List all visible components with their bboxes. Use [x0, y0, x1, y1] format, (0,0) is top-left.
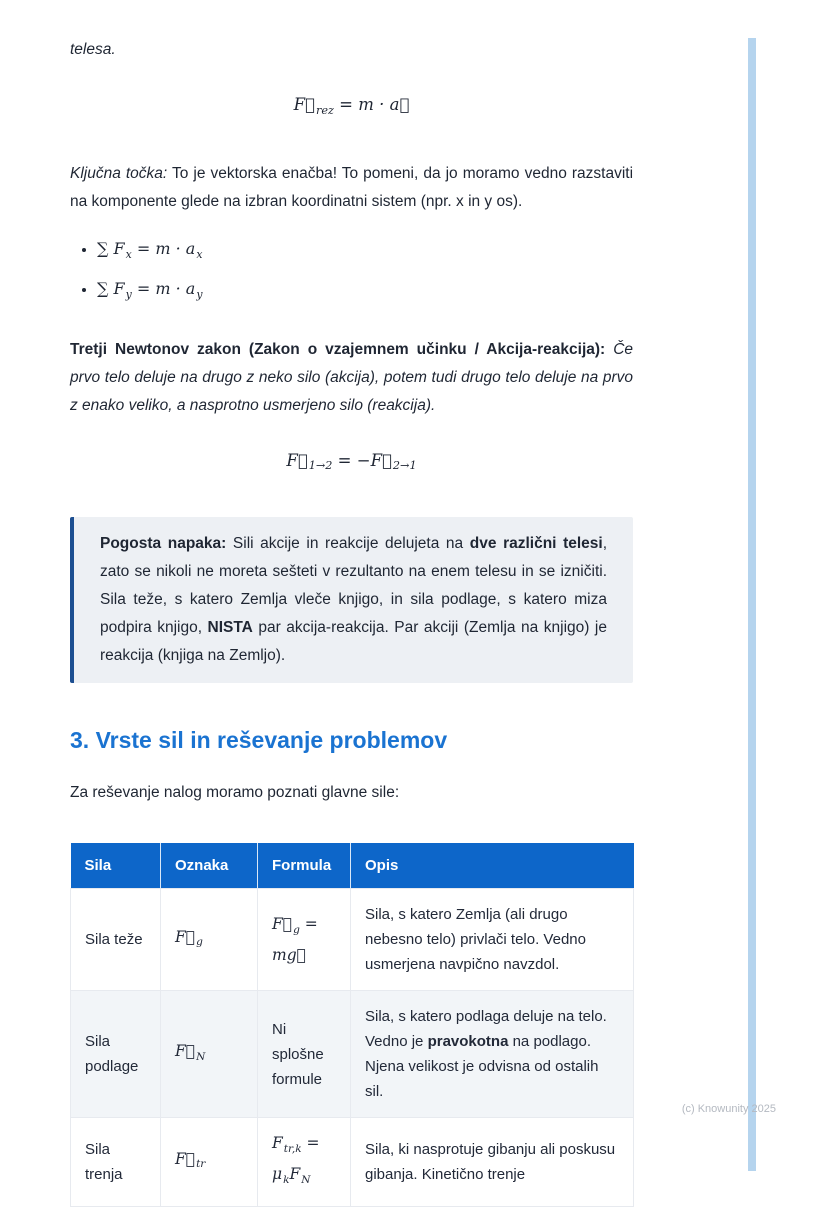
formula-action-reaction: $F⃗_{1\to 2}$ = $-F⃗_{2\to 1}$	[286, 450, 417, 473]
list-item-component-x	[97, 234, 633, 270]
formula-sum-fx: ∑ $F_x = m \cdot a_x$	[97, 238, 203, 261]
callout-text: Pogosta napaka: Sili akcije in reakcije delujeta na dve različni telesi, zato se nikoli ne moreta sešteti v rezultanto na enem telesu in se izničiti. Sila teže, s katero Zemlja vleče knjigo, in sila podlage, s katero miza podpira knjigo, NISTA par akcija-reakcija. Par akciji (Zemlja na knjigo) je reakcija (knjiga na Zemljo).	[100, 535, 608, 665]
cell-formula	[258, 991, 351, 1118]
table-header-opis: Opis	[351, 843, 634, 889]
forces-table	[70, 843, 634, 1206]
formula-net-force: $F⃗_{rez} = m$ · a⃗	[293, 95, 410, 117]
table-row-sila-podlage	[71, 991, 634, 1118]
cell-opis: Sila, s katero podlaga deluje na telo. Vedno je pravokotna na podlago. Njena velikost je odvisna od ostalih sil.	[351, 991, 634, 1118]
cell-opis: Sila, ki nasprotuje gibanju ali poskusu gibanja. Kinetično trenje	[351, 1118, 634, 1206]
cell-opis: Sila, s katero Zemlja (ali drugo nebesno telo) privlači telo. Vedno usmerjena navpično navzdol.	[351, 889, 634, 991]
table-header-row	[71, 843, 634, 889]
table-row-sila-trenja	[71, 1118, 634, 1206]
formula-ftr-symbol: $F⃗_{tr}$	[175, 1149, 206, 1171]
cell-sila: Sila trenja	[71, 1118, 161, 1206]
paragraph-lead: telesa.	[70, 41, 116, 58]
formula-friction: $F_{tr,k}$ = $\mu_kF_N$	[272, 1134, 320, 1186]
table-header-formula: Formula	[258, 843, 351, 889]
cell-formula	[258, 1118, 351, 1206]
cell-oznaka	[161, 991, 258, 1118]
formula-fg-symbol: $F⃗_g$	[175, 927, 203, 949]
list-item-component-y	[97, 274, 633, 310]
watermark: (c) Knowunity 2025	[681, 1103, 776, 1115]
cell-oznaka	[161, 889, 258, 991]
cell-sila: Sila podlage	[71, 991, 161, 1118]
formula-sum-fy: ∑ $F_y = m \cdot a_y$	[97, 278, 203, 301]
formula-fn-symbol: $F⃗_N$	[175, 1042, 206, 1063]
cell-formula-text: Ni splošne formule	[272, 1020, 324, 1088]
cell-oznaka	[161, 1118, 258, 1206]
section-heading-forces: 3. Vrste sil in reševanje problemov	[70, 727, 448, 754]
document-page	[70, 38, 633, 1207]
callout-common-mistake	[70, 517, 633, 683]
component-equations-list	[70, 234, 633, 310]
cell-sila: Sila teže	[71, 889, 161, 991]
formula-fg: $F⃗_g$ = mg⃗	[272, 915, 318, 964]
scrollbar[interactable]	[748, 38, 756, 1171]
paragraph-key-point: Ključna točka: To je vektorska enačba! To pomeni, da jo moramo vedno razstaviti na komponente glede na izbran koordinatni sistem (npr. x in y os).	[70, 164, 634, 210]
cell-formula	[258, 889, 351, 991]
paragraph-forces-intro: Za reševanje nalog moramo poznati glavne sile:	[70, 784, 400, 802]
table-header-oznaka: Oznaka	[161, 843, 258, 889]
table-row-sila-teze	[71, 889, 634, 991]
table-header-sila: Sila	[71, 843, 161, 889]
paragraph-third-law: Tretji Newtonov zakon (Zakon o vzajemnem učinku / Akcija-reakcija): Če prvo telo deluje na drugo z neko silo (akcija), potem tudi drugo telo deluje na prvo z enako veliko, a nasprotno usmerjeno silo (reakcija).	[70, 340, 634, 414]
